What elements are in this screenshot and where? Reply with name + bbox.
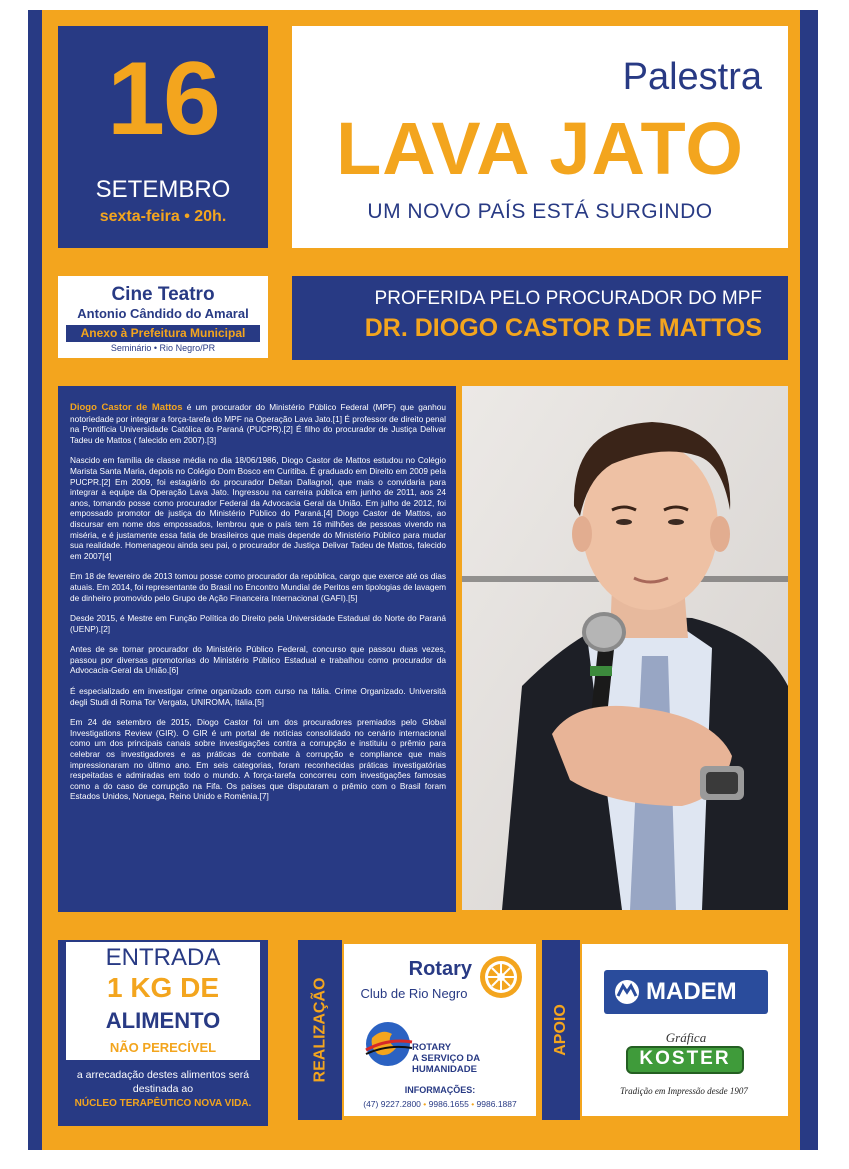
event-weekday-time: sexta-feira • 20h.: [99, 208, 227, 225]
speaker-photo: [462, 386, 788, 910]
venue-title: Cine Teatro: [111, 284, 215, 305]
rotary-tagline: [412, 1042, 532, 1075]
title-pre: Palestra: [622, 56, 762, 98]
event-month: SETEMBRO: [95, 176, 231, 203]
entry-line2: 1 KG DE: [106, 972, 220, 1003]
info-phones: [344, 1099, 536, 1109]
speaker-photo-illustration: [462, 386, 788, 910]
koster-slogan: Tradição em Impressão desde 1907: [620, 1086, 748, 1096]
title-main: LAVA JATO: [336, 107, 744, 190]
apoio-text: APOIO: [552, 1004, 569, 1056]
bio-paragraph: Nascido em família de classe média no dia 18/06/1986, Diogo Castor de Mattos estudou no Colégio Marista Santa Maria, depois no Colégio Dom Bosco em Curitiba. É graduado em Direito em 2009 pela PUCPR.[2] Em 2009, foi estagiário do procurador Deltan Dallagnol, que mais o convidaria para integrar a equipe da Operação Lava Jato. Ingressou na carreira pública em junho de 2011, aos 24 anos, tomando posse como procurador Federal da Advocacia Geral da União. Em julho de 2012, foi empossado promotor de justiça do Ministério Público do Paraná.[4] Diogo Castor de Mattos, ao discursar em nome dos empossados, lembrou que o país tem 16 milhões de pessoas vivendo na miséria, e é justamente essa fatia de brasileiros que mais depende do Ministério Público para mudar sua realidade. Homenageou ainda seu pai, o procurador de Justiça Delivar Tadeu de Mattos, falecido em 2007[4]: [70, 455, 446, 561]
rotary-wheel-icon: [478, 954, 524, 1000]
madem-emblem-icon: [612, 978, 642, 1006]
koster-name: KOSTER: [639, 1048, 731, 1069]
bio-paragraph: Desde 2015, é Mestre em Função Política do Direito pela Universidade Estadual do Norte do Paraná (UENP).[2]: [70, 613, 446, 634]
tagline-line1: ROTARY: [412, 1042, 452, 1053]
bio-intro: é um procurador do Ministério Público Federal (MPF) que ganhou notoriedade por integrar a força-tarefa do MPF na Operação Lava Jato.[1] É professor de direito penal na Pontifícia Universidade Católica do Paraná (PUCPR).[2] É filho do procurador de Justiça Delivar Tadeu de Mattos ( falecido em 2007).[3]: [70, 402, 446, 445]
phone-separator: •: [471, 1099, 477, 1109]
phone-2: 9986.1655: [428, 1099, 469, 1109]
title-subtitle: UM NOVO PAÍS ESTÁ SURGINDO: [367, 200, 713, 223]
speaker-pretitle: PROFERIDA PELO PROCURADOR DO MPF: [374, 288, 762, 309]
bio-paragraph: Em 18 de fevereiro de 2013 tomou posse como procurador da república, cargo que exerce até os dias atuais. Em 2014, foi representante do Brasil no Encontro Mundial de Peritos em tipologias de lavagem de dinheiro promovido pelo Grupo de Ação Financeira Internacional (GAFI).[5]: [70, 571, 446, 603]
realizacao-label: [298, 940, 342, 1120]
bio-paragraph: Antes de se tornar procurador do Ministério Público Federal, concurso que passou duas vezes, passou por diversas promotorias do Ministério Público Estadual e trabalhou como procurador da Advocacia-Geral da União.[6]: [70, 644, 446, 676]
speaker-name: DR. DIOGO CASTOR DE MATTOS: [364, 314, 762, 342]
venue-annex: Anexo à Prefeitura Municipal: [80, 326, 246, 340]
event-day: 16: [107, 41, 219, 157]
realizacao-text: REALIZAÇÃO: [311, 977, 329, 1083]
left-stripe: [28, 10, 42, 1150]
rotary-club: Club de Rio Negro: [360, 986, 468, 1001]
globe-icon: [362, 1018, 414, 1070]
grafica-label: Gráfica: [665, 1030, 707, 1045]
entry-line3: ALIMENTO: [105, 1008, 221, 1033]
bottom-stripe: [58, 1132, 788, 1146]
bio-paragraph: Em 24 de setembro de 2015, Diogo Castor foi um dos procuradores premiados pelo Global Investigations Review (GIR). O GIR é um portal de notícias consolidado no cenário internacional como um dos principais canais sobre investigações contra a corrupção e instituiu o prêmio para celebrar os investigadores e as práticas de combate à corrupção e compliance que mais impressionaram no último ano. Em seis categorias, foram reconhecidas práticas investigatórias respeitadas e admiradas em todo o mundo. A força-tarefa concorreu com investigações famosas como a do caso de corrupção na Fifa. Os países que disputaram o prêmio com o Brasil foram Estados Unidos, Noruega, Reino Unido e Romênia.[7]: [70, 717, 446, 802]
madem-name: MADEM: [646, 978, 737, 1005]
rotary-name: Rotary: [408, 958, 472, 980]
info-label: INFORMAÇÕES:: [404, 1085, 476, 1095]
entry-line1: ENTRADA: [105, 944, 221, 971]
phone-1: (47) 9227.2800: [363, 1099, 421, 1109]
bio-text: [70, 402, 446, 812]
bio-name: Diogo Castor de Mattos: [70, 402, 183, 413]
venue-place: Seminário • Rio Negro/PR: [110, 343, 216, 353]
entry-beneficiary: NÚCLEO TERAPÊUTICO NOVA VIDA.: [74, 1098, 252, 1109]
right-stripe: [800, 10, 818, 1150]
bio-paragraph: É especializado em investigar crime organizado com curso na Itália. Crime Organizado. Università degli Studi di Roma Tor Vergata, UNIROMA, Itália.[5]: [70, 686, 446, 707]
entry-line4: NÃO PERECÍVEL: [109, 1040, 217, 1055]
phone-3: 9986.1887: [476, 1099, 517, 1109]
venue-name: Antonio Cândido do Amaral: [77, 306, 249, 321]
bio-paragraph: [70, 402, 446, 445]
tagline-line2: A SERVIÇO DA: [412, 1053, 481, 1064]
apoio-label: [542, 940, 580, 1120]
phone-separator: •: [423, 1099, 429, 1109]
tagline-line3: HUMANIDADE: [412, 1064, 477, 1075]
entry-note: a arrecadação destes alimentos será destinada ao: [76, 1069, 250, 1095]
